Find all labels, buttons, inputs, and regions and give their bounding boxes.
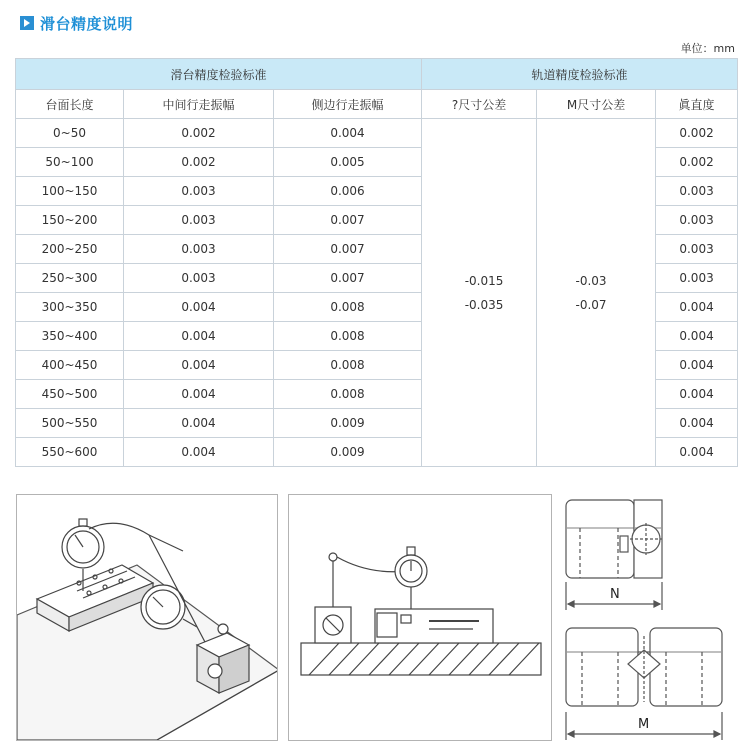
column-header: 眞直度 <box>656 90 738 119</box>
column-header: M尺寸公差 <box>537 90 656 119</box>
side-amplitude-cell: 0.004 <box>274 119 422 148</box>
straightness-cell: 0.004 <box>656 293 738 322</box>
center-amplitude-cell: 0.004 <box>124 380 274 409</box>
length-cell: 350~400 <box>16 322 124 351</box>
m-tolerance-cell <box>537 119 656 467</box>
center-amplitude-cell: 0.002 <box>124 148 274 177</box>
m-tolerance-value: -0.07 <box>575 297 607 312</box>
length-cell: 450~500 <box>16 380 124 409</box>
front-test-illustration <box>289 495 551 740</box>
center-amplitude-cell: 0.003 <box>124 264 274 293</box>
straightness-cell: 0.004 <box>656 438 738 467</box>
isometric-test-figure <box>16 494 278 741</box>
side-amplitude-cell: 0.008 <box>274 322 422 351</box>
n-dimension-label: N <box>610 587 620 602</box>
straightness-cell: 0.004 <box>656 380 738 409</box>
side-amplitude-cell: 0.008 <box>274 351 422 380</box>
length-cell: 50~100 <box>16 148 124 177</box>
side-amplitude-cell: 0.008 <box>274 380 422 409</box>
side-amplitude-cell: 0.009 <box>274 409 422 438</box>
column-header: 台面长度 <box>16 90 124 119</box>
n-dimension-figure <box>560 494 740 614</box>
precision-table <box>15 58 738 467</box>
length-cell: 550~600 <box>16 438 124 467</box>
center-amplitude-cell: 0.003 <box>124 206 274 235</box>
table-row <box>16 119 738 148</box>
m-tolerance-value: -0.03 <box>575 273 607 288</box>
table-body <box>16 119 738 467</box>
column-header: ?尺寸公差 <box>422 90 537 119</box>
figure-area <box>0 494 755 749</box>
center-amplitude-cell: 0.004 <box>124 351 274 380</box>
length-cell: 200~250 <box>16 235 124 264</box>
straightness-cell: 0.003 <box>656 206 738 235</box>
unit-label: 单位：mm <box>680 42 735 55</box>
length-cell: 500~550 <box>16 409 124 438</box>
page-title: 滑台精度说明 <box>40 14 134 33</box>
m-dimension-diagram <box>560 622 740 744</box>
group-header-rail: 轨道精度检验标准 <box>422 59 738 90</box>
title-arrow-icon <box>20 16 34 30</box>
m-dimension-label: M <box>638 717 650 732</box>
straightness-cell: 0.002 <box>656 148 738 177</box>
length-cell: 300~350 <box>16 293 124 322</box>
side-amplitude-cell: 0.007 <box>274 264 422 293</box>
straightness-cell: 0.003 <box>656 177 738 206</box>
center-amplitude-cell: 0.004 <box>124 409 274 438</box>
center-amplitude-cell: 0.004 <box>124 438 274 467</box>
center-amplitude-cell: 0.002 <box>124 119 274 148</box>
front-test-figure <box>288 494 552 741</box>
side-amplitude-cell: 0.007 <box>274 235 422 264</box>
length-cell: 100~150 <box>16 177 124 206</box>
n-dimension-diagram <box>560 494 740 614</box>
side-amplitude-cell: 0.009 <box>274 438 422 467</box>
length-cell: 150~200 <box>16 206 124 235</box>
straightness-cell: 0.002 <box>656 119 738 148</box>
n-tolerance-cell <box>422 119 537 467</box>
group-header-slide: 滑台精度检验标准 <box>16 59 422 90</box>
n-tolerance-value: -0.035 <box>464 297 504 312</box>
length-cell: 0~50 <box>16 119 124 148</box>
straightness-cell: 0.003 <box>656 264 738 293</box>
straightness-cell: 0.004 <box>656 409 738 438</box>
side-amplitude-cell: 0.005 <box>274 148 422 177</box>
side-amplitude-cell: 0.008 <box>274 293 422 322</box>
n-tolerance-value: -0.015 <box>464 273 504 288</box>
length-cell: 400~450 <box>16 351 124 380</box>
m-dimension-figure <box>560 622 740 744</box>
side-amplitude-cell: 0.007 <box>274 206 422 235</box>
column-header: 侧边行走振幅 <box>274 90 422 119</box>
center-amplitude-cell: 0.003 <box>124 177 274 206</box>
isometric-test-illustration <box>17 495 277 740</box>
center-amplitude-cell: 0.004 <box>124 293 274 322</box>
center-amplitude-cell: 0.004 <box>124 322 274 351</box>
column-header: 中间行走振幅 <box>124 90 274 119</box>
straightness-cell: 0.004 <box>656 322 738 351</box>
center-amplitude-cell: 0.003 <box>124 235 274 264</box>
straightness-cell: 0.004 <box>656 351 738 380</box>
side-amplitude-cell: 0.006 <box>274 177 422 206</box>
section-title <box>20 12 133 34</box>
length-cell: 250~300 <box>16 264 124 293</box>
straightness-cell: 0.003 <box>656 235 738 264</box>
